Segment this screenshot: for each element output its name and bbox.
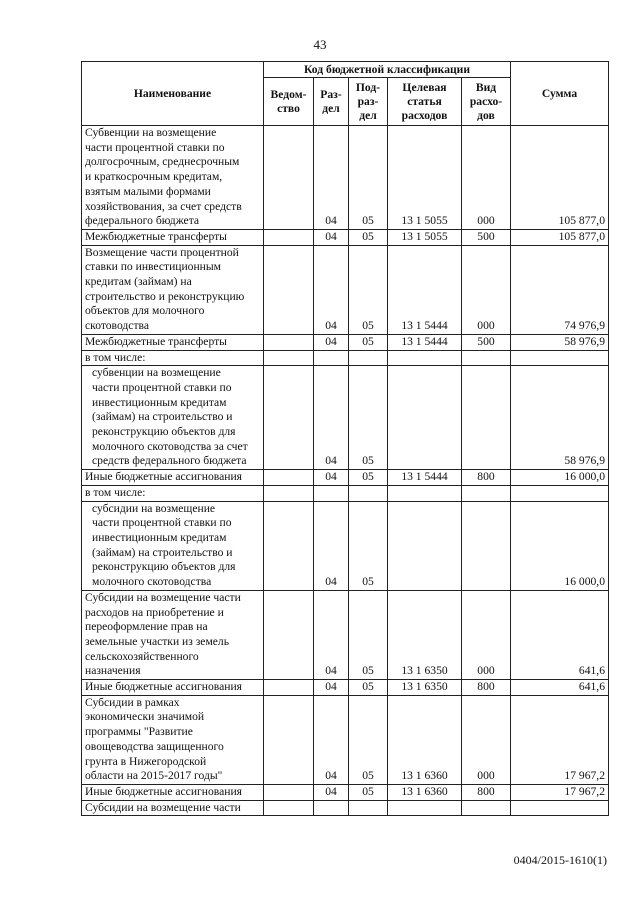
cell-target-article: 13 1 6360 [388,784,462,800]
cell-name: субсидии на возмещение части процентной ставки по инвестиционным кредитам (займам) на строительство и реконструкцию объектов для молочного скотоводства [82,501,264,590]
cell-section: 04 [314,680,349,696]
cell-sum: 641,6 [511,680,609,696]
table-row [82,800,609,816]
cell-dept [264,680,314,696]
cell-target-article [388,485,462,501]
cell-section: 04 [314,245,349,334]
cell-sum [511,350,609,366]
cell-target-article: 13 1 5055 [388,229,462,245]
cell-subsection: 05 [349,784,388,800]
cell-name: Субвенции на возмещение части процентной ставки по долгосрочным, среднесрочным и краткосрочным кредитам, взятым малыми формами хозяйствования, за счет средств федерального бюджета [82,126,264,230]
cell-dept [264,501,314,590]
cell-sum: 16 000,0 [511,470,609,486]
cell-target-article: 13 1 5444 [388,334,462,350]
cell-subsection: 05 [349,334,388,350]
cell-subsection: 05 [349,501,388,590]
cell-name: Субсидии на возмещение части [82,800,264,816]
cell-section: 04 [314,334,349,350]
cell-name: в том числе: [82,350,264,366]
cell-subsection: 05 [349,590,388,679]
cell-dept [264,229,314,245]
cell-section: 04 [314,784,349,800]
table-body [82,126,609,816]
budget-table [81,61,609,816]
cell-section: 04 [314,126,349,230]
cell-subsection: 05 [349,229,388,245]
table-row [82,470,609,486]
cell-expense-type [462,366,511,470]
cell-sum [511,485,609,501]
header-subsection: Под- раз- дел [349,78,388,126]
cell-sum: 58 976,9 [511,334,609,350]
cell-sum: 105 877,0 [511,126,609,230]
table-row [82,485,609,501]
cell-section: 04 [314,366,349,470]
cell-name: Иные бюджетные ассигнования [82,470,264,486]
cell-expense-type [462,350,511,366]
cell-target-article: 13 1 6350 [388,680,462,696]
table-row [82,245,609,334]
cell-sum: 17 967,2 [511,784,609,800]
cell-dept [264,334,314,350]
header-sum: Сумма [511,62,609,126]
cell-sum: 74 976,9 [511,245,609,334]
cell-name: Иные бюджетные ассигнования [82,680,264,696]
cell-section: 04 [314,695,349,784]
cell-target-article: 13 1 6360 [388,695,462,784]
cell-expense-type: 000 [462,590,511,679]
header-section: Раз- дел [314,78,349,126]
table-row [82,366,609,470]
cell-expense-type [462,501,511,590]
cell-subsection: 05 [349,126,388,230]
cell-subsection: 05 [349,366,388,470]
cell-sum [511,800,609,816]
cell-dept [264,366,314,470]
cell-dept [264,350,314,366]
cell-subsection: 05 [349,680,388,696]
cell-name: Субсидии на возмещение части расходов на приобретение и переоформление прав на земельные участки из земель сельскохозяйственного назначения [82,590,264,679]
cell-expense-type: 500 [462,229,511,245]
cell-name: Иные бюджетные ассигнования [82,784,264,800]
header-expense-type: Вид расхо- дов [462,78,511,126]
cell-name: Возмещение части процентной ставки по инвестиционным кредитам (займам) на строительство и реконструкцию объектов для молочного скотоводства [82,245,264,334]
table-row [82,590,609,679]
cell-expense-type: 800 [462,784,511,800]
cell-section: 04 [314,501,349,590]
cell-section: 04 [314,229,349,245]
cell-target-article: 13 1 5444 [388,470,462,486]
cell-dept [264,485,314,501]
cell-sum: 105 877,0 [511,229,609,245]
cell-subsection [349,800,388,816]
cell-section: 04 [314,590,349,679]
cell-dept [264,590,314,679]
cell-name: субвенции на возмещение части процентной ставки по инвестиционным кредитам (займам) на строительство и реконструкцию объектов для молочного скотоводства за счет средств федерального бюджета [82,366,264,470]
table-row [82,680,609,696]
cell-target-article: 13 1 5055 [388,126,462,230]
table-row [82,501,609,590]
cell-sum: 641,6 [511,590,609,679]
cell-subsection: 05 [349,695,388,784]
cell-name: Межбюджетные трансферты [82,334,264,350]
cell-expense-type [462,800,511,816]
cell-dept [264,784,314,800]
cell-target-article: 13 1 5444 [388,245,462,334]
cell-dept [264,245,314,334]
table-row [82,784,609,800]
cell-expense-type: 000 [462,245,511,334]
document-code: 0404/2015-1610(1) [513,853,607,867]
cell-dept [264,470,314,486]
cell-target-article [388,350,462,366]
table-row [82,126,609,230]
cell-sum: 58 976,9 [511,366,609,470]
cell-expense-type: 500 [462,334,511,350]
cell-sum: 16 000,0 [511,501,609,590]
cell-subsection: 05 [349,245,388,334]
cell-dept [264,695,314,784]
cell-name: в том числе: [82,485,264,501]
cell-expense-type: 000 [462,126,511,230]
cell-dept [264,126,314,230]
page-number: 43 [313,37,327,52]
cell-expense-type: 800 [462,680,511,696]
cell-subsection: 05 [349,470,388,486]
cell-target-article: 13 1 6350 [388,590,462,679]
table-row [82,350,609,366]
table-header [82,62,609,126]
table-row [82,229,609,245]
table-row [82,695,609,784]
header-name: Наименование [82,62,264,126]
header-target-article: Целевая статья расходов [388,78,462,126]
cell-sum: 17 967,2 [511,695,609,784]
cell-expense-type: 800 [462,470,511,486]
cell-section [314,800,349,816]
cell-name: Межбюджетные трансферты [82,229,264,245]
cell-section: 04 [314,470,349,486]
cell-expense-type [462,485,511,501]
cell-target-article [388,366,462,470]
cell-subsection [349,350,388,366]
cell-subsection [349,485,388,501]
cell-dept [264,800,314,816]
cell-name: Субсидии в рамках экономически значимой программы "Развитие овощеводства защищенного грунта в Нижегородской области на 2015-2017 годы" [82,695,264,784]
cell-section [314,485,349,501]
cell-target-article [388,800,462,816]
header-dept: Ведом- ство [264,78,314,126]
cell-section [314,350,349,366]
header-classification-group: Код бюджетной классификации [264,62,511,78]
cell-expense-type: 000 [462,695,511,784]
cell-target-article [388,501,462,590]
table-row [82,334,609,350]
